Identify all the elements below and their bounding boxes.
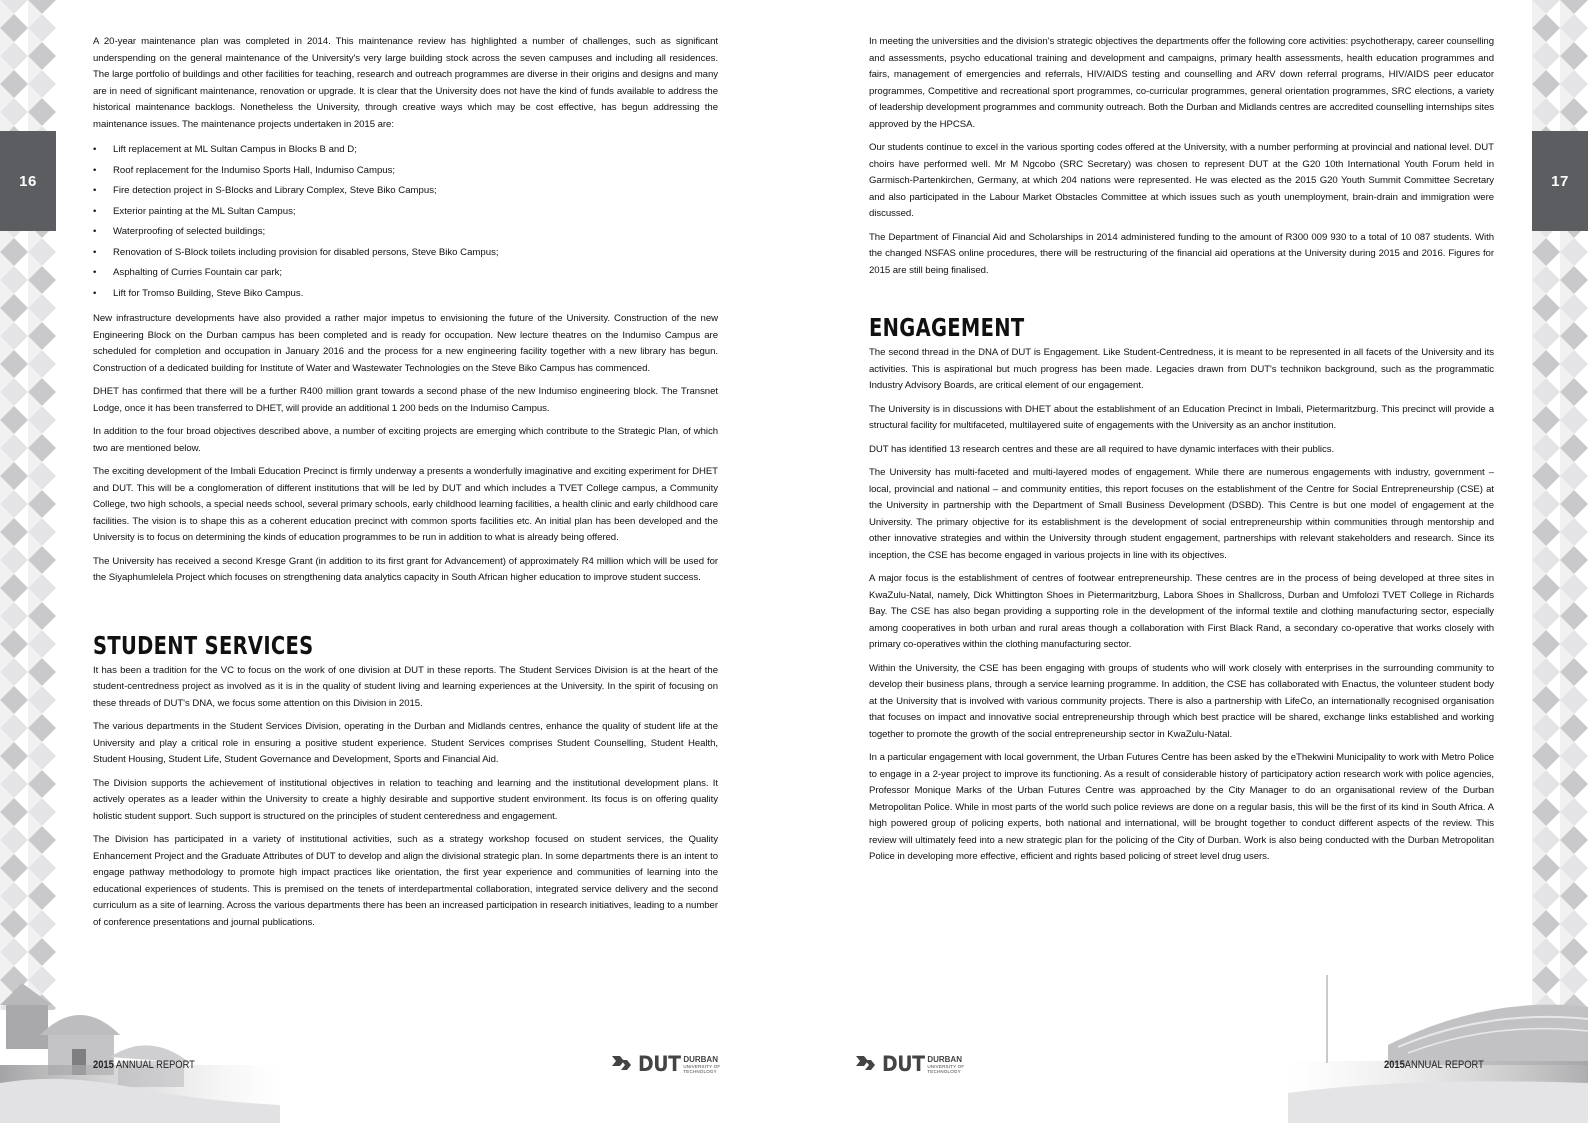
paragraph: The exciting development of the Imbali Education Precinct is firmly underway a presents a wonderfully imaginative and exciting experiment for DHET and DUT. This will be a conglomeration of different institutions that will be led by DUT and which includes a TVET College campus, a Community College, two high schools, a special needs school, several primary schools, early childhood learning facilities, a health clinic and early childhood care facilities. The vision is to shape this as a coherent education precinct with common sports facilities etc. An initial plan has been developed and the University is to focus on determining the kinds of education programmes to be run in addition to what is already being offered. <box>93 466 718 543</box>
section-title-student-services: STUDENT SERVICES <box>93 630 314 660</box>
list-item: • Asphalting of Curries Fountain car park; <box>113 263 718 284</box>
engagement-paragraphs <box>869 345 1494 866</box>
footer-report-label <box>1384 1059 1484 1071</box>
paragraph: The University is in discussions with DHET about the establishment of an Education Precinct in Imbali, Pietermaritzburg. This precinct will provide a structural facility for multifaceted, multilayered suite of engagements with the University as an anchor institution. <box>869 403 1494 431</box>
dut-logo <box>856 1052 964 1076</box>
dut-logo <box>612 1052 720 1076</box>
infrastructure-paragraphs <box>93 311 718 587</box>
footer-label: ANNUAL REPORT <box>1404 1059 1484 1071</box>
page-number: 16 <box>19 172 37 190</box>
list-item: • Waterproofing of selected buildings; <box>113 222 718 243</box>
maintenance-project-list <box>93 140 718 304</box>
paragraph: The University has multi-faceted and multi-layered modes of engagement. While there are numerous engagements with industry, government – local, provincial and national – and community entities, this report focuses on the establishment of the Centre for Social Entrepreneurship (CSE) at the University in partnership with the Department of Small Business Development (DSBD). This Centre is but one model of engagement at the University. The primary objective for its establishment is the development of social entrepreneurship within communities through mentorship and other innovative strategies and within the University through student engagement, partnerships with relevant stakeholders and research. Since its inception, the CSE has become engaged in various projects in line with its objectives. <box>869 467 1494 561</box>
dut-sub2: TECHNOLOGY <box>927 1068 961 1074</box>
footer-report-label <box>93 1059 195 1071</box>
paragraph: The Division has participated in a variety of institutional activities, such as a strategy workshop focused on student services, the Quality Enhancement Project and the Graduate Attributes of DUT to develop and align the divisional strategic plan. In some departments there is an intent to engage pathway methodology to promote high impact practices like orientation, the first year experience and communities of learning into the educational experiences of students. This is premised on the tenets of interdepartmental collaboration, integrated service delivery and the second curriculum as a site of learning. Across the various departments there has been an increased participation in research initiatives, leading to a number of conference presentations and journal publications. <box>93 834 718 928</box>
dut-name: DURBAN <box>927 1054 962 1064</box>
paragraph: The University has received a second Kresge Grant (in addition to its first grant for Advancement) of approximately R4 million which will be used for the Siyaphumlelela Project which focuses on strengthening data analytics capacity in South African higher education to improve student success. <box>93 555 718 583</box>
paragraph: New infrastructure developments have also provided a rather major impetus to envisioning the future of the University. Construction of the new Engineering Block on the Durban campus has been completed and is ready for occupation. New lecture theatres on the Indumiso Campus are scheduled for completion and occupation in January 2016 and the process for a new engineering facility together with a new library has begun. Construction of a dedicated building for Institute of Water and Wastewater Technologies on the Steve Biko Campus has commenced. <box>93 313 718 374</box>
dut-name: DURBAN <box>683 1054 718 1064</box>
section-title-engagement: ENGAGEMENT <box>869 313 1025 342</box>
dut-sub2: TECHNOLOGY <box>683 1068 717 1074</box>
footer-year: 2015 <box>93 1059 114 1071</box>
list-item: • Renovation of S-Block toilets including provision for disabled persons, Steve Biko Campus; <box>113 243 718 264</box>
right-column <box>869 34 1494 873</box>
footer-label: ANNUAL REPORT <box>115 1059 195 1071</box>
list-item: • Exterior painting at the ML Sultan Campus; <box>113 202 718 223</box>
paragraph: In addition to the four broad objectives described above, a number of exciting projects are emerging which contribute to the Strategic Plan, of which two are mentioned below. <box>93 426 718 454</box>
left-column <box>93 34 718 938</box>
stadium-illustration <box>1288 965 1588 1123</box>
page-number-tab <box>0 131 56 231</box>
village-huts-illustration <box>0 965 280 1123</box>
paragraph: DUT has identified 13 research centres and these are all required to have dynamic interfaces with their publics. <box>869 443 1335 455</box>
paragraph: Our students continue to excel in the various sporting codes offered at the University, with a number performing at provincial and national level. DUT choirs have performed well. Mr M Ngcobo (SRC Secretary) was chosen to represent DUT at the G20 10th International Youth Forum held in Garmisch-Partenkirchen, Germany, at which 204 nations were represented. He was elected as the 2015 G20 Youth Summit Committee Secretary and also participated in the Labour Market Obstacles Committee at which issues such as youth unemployment, brain-drain and immigration were discussed. <box>869 142 1494 219</box>
paragraph: DHET has confirmed that there will be a further R400 million grant towards a second phase of the new Indumiso engineering block. The Transnet Lodge, once it has been transferred to DHET, will provide an additional 1 200 beds on the Indumiso Campus. <box>93 386 718 414</box>
dut-mark: DUT <box>882 1052 925 1076</box>
paragraph: The Division supports the achievement of institutional objectives in relation to teaching and learning and the institutional development plans. It actively operates as a leader within the University to create a highly desirable and supportive student environment. Its focus is on offering quality holistic student support. Such support is structured on the principles of student centeredness and engagement. <box>93 777 718 822</box>
paragraph: It has been a tradition for the VC to focus on the work of one division at DUT in these reports. The Student Services Division is at the heart of the student-centredness project as involved as it is in the quality of student living and learning experiences at the University. In the spirit of focusing on these threads of DUT's DNA, we focus some attention on this Division in 2015. <box>93 664 718 709</box>
student-services-activities <box>869 34 1494 279</box>
page-number: 17 <box>1551 172 1569 190</box>
dut-arrows-icon <box>856 1054 880 1074</box>
paragraph: A 20-year maintenance plan was completed in 2014. This maintenance review has highlighted a number of challenges, such as significant underspending on the general maintenance of the University's very large building stock across the seven campuses and including all residences. The large portfolio of buildings and other facilities for teaching, research and outreach programmes are diverse in their origins and designs and many are in need of significant maintenance, renovation or upgrade. It is clear that the University does not have the kind of funds available to address the historical maintenance backlogs. Nonetheless the University, through creative ways which may be cost effective, has begun addressing the maintenance issues. The maintenance projects undertaken in 2015 are: <box>93 36 718 130</box>
dut-sub1: UNIVERSITY OF <box>683 1063 721 1069</box>
dut-sub1: UNIVERSITY OF <box>927 1063 965 1069</box>
paragraph: A major focus is the establishment of centres of footwear entrepreneurship. These centres are in the process of being developed at three sites in KwaZulu-Natal, namely, Dick Whittington Shoes in Pietermaritzburg, Labora Shoes in Shallcross, Durban and Umfolozi TVET College in Richards Bay. The CSE has also began providing a supporting role in the development of the informal textile and clothing manufacturing sector, especially among cooperatives in both urban and rural areas though a collaboration with First Black Rand, a secondary co-operative that works closely with primary co-operatives within the clothing manufacturing sector. <box>869 573 1494 650</box>
dut-arrows-icon <box>612 1054 636 1074</box>
paragraph: The second thread in the DNA of DUT is Engagement. Like Student-Centredness, it is meant to be represented in all facets of the University and its activities. This is aspirational but much progress has been made. Legacies drawn from DUT's technikon background, such as the programmatic Industry Advisory Boards, are critical element of our engagement. <box>869 347 1494 391</box>
paragraph: Within the University, the CSE has been engaging with groups of students who will work closely with enterprises in the surrounding community to develop their business plans, through a service learning programme. In addition, the CSE has collaborated with Enactus, the volunteer student body at the University that is involved with various community projects. There is also a partnership with LifeCo, an internationally recognised organisation that focuses on impact and innovative social entrepreneurship through which best practice will be shared, exchange links established and working together to promote the growth of the social entrepreneurship sector in KwaZulu-Natal. <box>869 662 1494 740</box>
page-number-tab <box>1532 131 1588 231</box>
list-item: • Roof replacement for the Indumiso Sports Hall, Indumiso Campus; <box>113 161 718 182</box>
list-item: • Lift for Tromso Building, Steve Biko Campus. <box>113 284 718 305</box>
paragraph: The Department of Financial Aid and Scholarships in 2014 administered funding to the amount of R300 009 930 to a total of 10 087 students. With the changed NSFAS online procedures, there will be restructuring of the financial aid operations at the University during 2015 and 2016. Figures for 2015 are still being finalised. <box>869 231 1494 276</box>
paragraph: In a particular engagement with local government, the Urban Futures Centre has been asked by the eThekwini Municipality to work with Metro Police to engage in a 2-year project to improve its functioning. As a result of considerable history of participatory action research work with police agencies, Professor Monique Marks of the Urban Futures Centre was approached by the City Manager to do an organisational review of the Durban Metropolitan Police. While in most parts of the world such police reviews are done on a regular basis, this will be the first of its kind in South Africa. A high powered group of policing experts, both national and international, will be brought together to conduct different aspects of the review. This review will ultimately feed into a new strategic plan for the policing of the City of Durban. Work is also being conducted with the Durban Metropolitan Police in developing more effective, efficient and rights based policing of street level drug users. <box>869 752 1494 862</box>
list-item: • Lift replacement at ML Sultan Campus in Blocks B and D; <box>113 140 718 161</box>
right-page <box>794 0 1588 1123</box>
dut-mark: DUT <box>638 1052 681 1076</box>
paragraph: In meeting the universities and the division's strategic objectives the departments offer the following core activities: psychotherapy, career counselling and assessments, psycho educational training and development and campaigns, primary health assessments, health education programmes and fairs, management of emergencies and referrals, HIV/AIDS testing and counselling and ARV down referral programs, HIV/AIDS peer educator programmes, Competitive and recreational sport programmes, co-curricular programmes, general orientation programmes, SRC elections, a variety of leadership development programmes and community outreach. Both the Durban and Midlands centres are accredited counselling internships sites approved by the HPCSA. <box>869 36 1494 130</box>
student-services-paragraphs <box>93 663 718 932</box>
maintenance-intro <box>93 34 718 133</box>
paragraph: The various departments in the Student Services Division, operating in the Durban and Midlands centres, enhance the quality of student life at the University and play a critical role in ensuring a positive student experience. Student Services comprises Student Counselling, Student Health, Student Housing, Student Life, Student Governance and Development, Sports and Financial Aid. <box>93 721 718 765</box>
footer-year: 2015 <box>1384 1059 1405 1071</box>
list-item: • Fire detection project in S-Blocks and Library Complex, Steve Biko Campus; <box>113 181 718 202</box>
